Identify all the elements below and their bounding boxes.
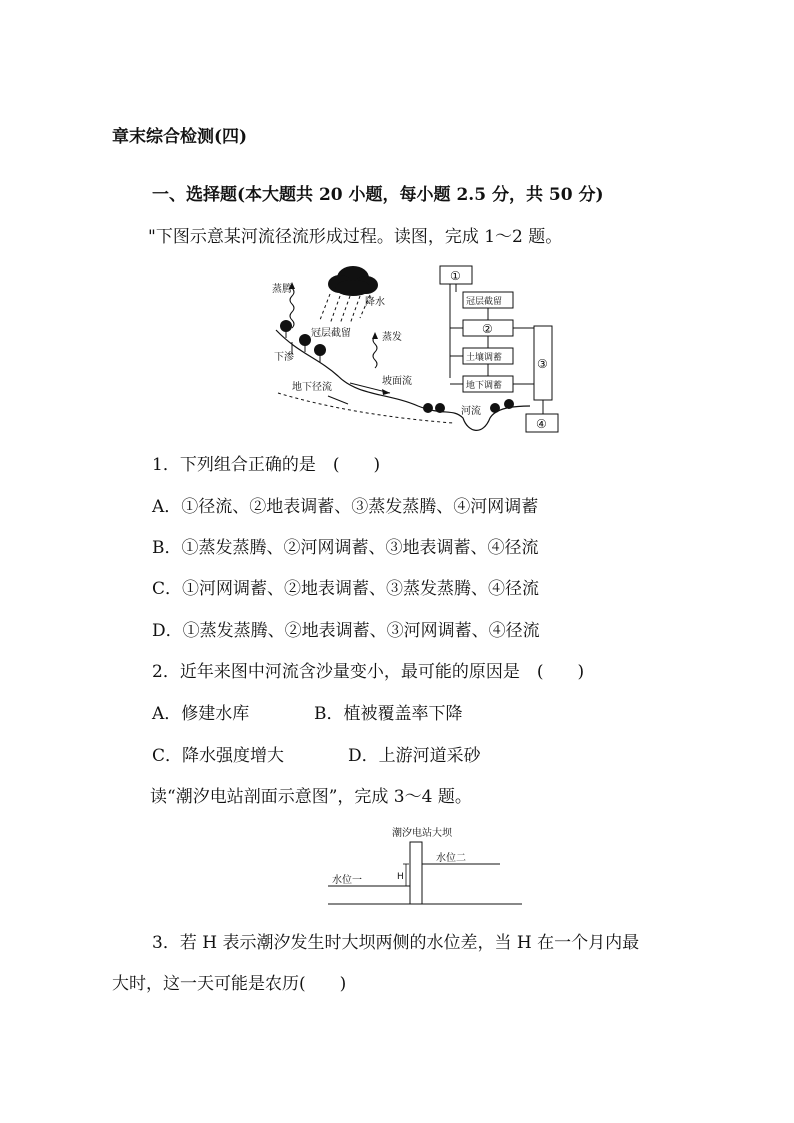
flow-canopy: 冠层截留	[466, 297, 503, 307]
page-title: 章末综合检测(四)	[112, 127, 248, 147]
canopy-label: 冠层截留	[311, 328, 351, 339]
water-level-2-label: 水位二	[436, 853, 466, 864]
q1-option-c[interactable]: C．①河网调蓄、②地表调蓄、③蒸发蒸腾、④径流	[152, 579, 540, 599]
intro-text-2: 读“潮汐电站剖面示意图”，完成 3～4 题。	[150, 787, 472, 807]
intro-text-1: "下图示意某河流径流形成过程。读图，完成 1～2 题。	[148, 227, 563, 247]
q1-option-a[interactable]: A．①径流、②地表调蓄、③蒸发蒸腾、④河网调蓄	[152, 497, 539, 517]
q2-option-c[interactable]: C．降水强度增大	[152, 746, 285, 766]
cloud-icon	[328, 266, 378, 296]
rain-lines	[320, 294, 370, 324]
evaporation-label: 蒸发	[382, 332, 402, 343]
infiltration-label: 下渗	[274, 352, 294, 363]
river-label: 河流	[461, 406, 481, 417]
water-level-1-label: 水位一	[332, 875, 362, 886]
flow-ground: 地下调蓄	[466, 381, 503, 391]
q1-option-b[interactable]: B．①蒸发蒸腾、②河网调蓄、③地表调蓄、④径流	[152, 538, 539, 558]
flow-box-1: ①	[450, 269, 461, 283]
dam-wall	[410, 842, 422, 904]
q2-stem: 2．近年来图中河流含沙量变小，最可能的原因是 ( )	[152, 662, 585, 682]
q3-line-1: 3．若 H 表示潮汐发生时大坝两侧的水位差，当 H 在一个月内最	[152, 933, 640, 953]
flow-soil: 土壤调蓄	[466, 353, 503, 363]
slope-flow-label: 坡面流	[382, 376, 412, 387]
rain-label: 降水	[365, 297, 385, 308]
dam-label: 潮汐电站大坝	[392, 828, 452, 839]
flow-box-4: ④	[536, 417, 547, 431]
runoff-diagram	[268, 258, 568, 438]
q2-option-d[interactable]: D．上游河道采砂	[348, 746, 481, 766]
q2-option-b[interactable]: B．植被覆盖率下降	[314, 704, 463, 724]
q1-option-d[interactable]: D．①蒸发蒸腾、②地表调蓄、③河网调蓄、④径流	[152, 621, 540, 641]
q1-stem: 1．下列组合正确的是 ( )	[152, 455, 381, 475]
tidal-dam-diagram	[322, 824, 532, 909]
evaporation-arrow	[373, 336, 377, 368]
section-heading: 一、选择题(本大题共 20 小题，每小题 2.5 分，共 50 分)	[152, 185, 604, 205]
q3-line-2: 大时，这一天可能是农历( )	[112, 974, 347, 994]
q2-option-a[interactable]: A．修建水库	[152, 704, 250, 724]
transpiration-label: 蒸腾	[272, 284, 292, 295]
groundwater-label: 地下径流	[292, 382, 332, 393]
h-label: H	[397, 872, 404, 882]
flow-box-2: ②	[482, 322, 493, 336]
flow-box-3: ③	[537, 357, 548, 371]
